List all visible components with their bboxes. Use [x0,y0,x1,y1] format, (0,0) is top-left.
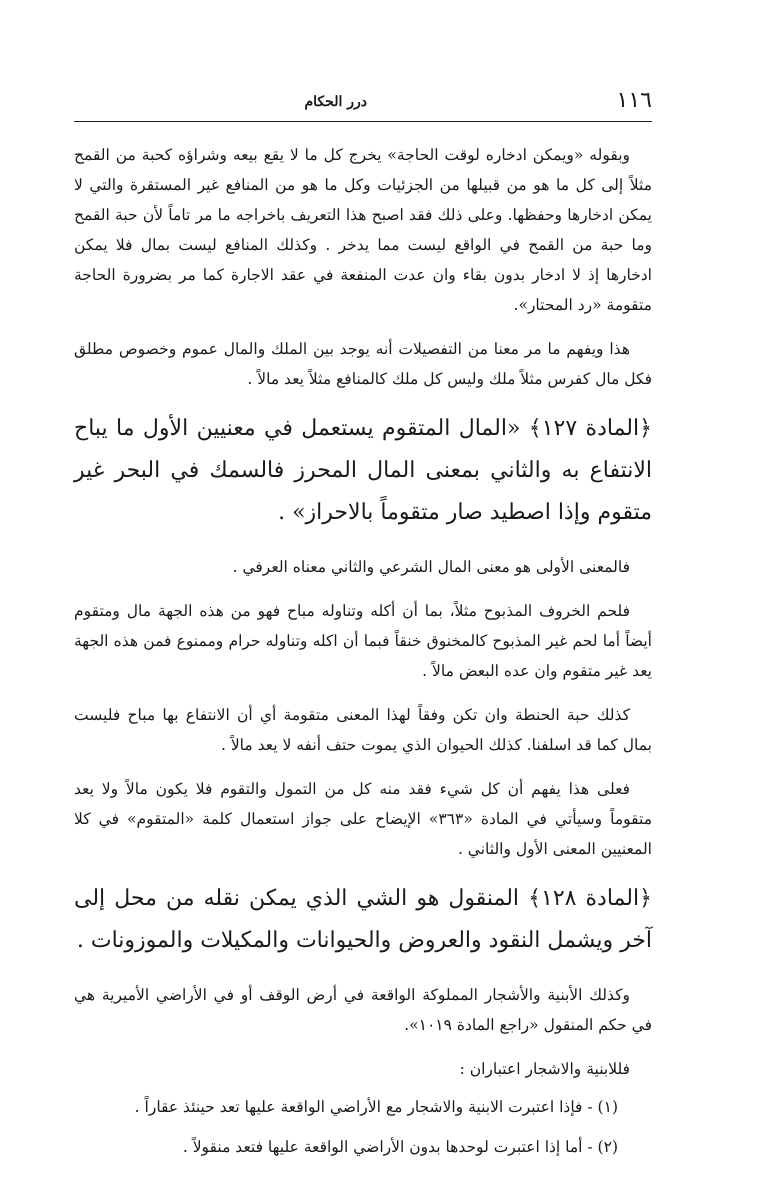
paragraph-127-meanings: فالمعنى الأولى هو معنى المال الشرعي والثاني معناه العرفي . [232,558,630,576]
paragraph-128-buildings: وكذلك الأبنية والأشجار المملوكة الواقعة في أرض الوقف أو في الأراضي الأميرية هي في حكم المنقول «راجع المادة ١٠١٩». [74,986,652,1034]
list-item: (٢) - أما إذا اعتبرت لوحدها بدون الأراضي الواقعة عليها فتعد منقولاً . [182,1138,618,1156]
running-title: درر الحكام [304,94,367,110]
paragraph-definition-exclusion: وبقوله «ويمكن ادخاره لوقت الحاجة» يخرج كل ما لا يقع بيعه وشراؤه كحبة من القمح مثلاً إلى كل ما هو من قبيلها من الجزئيات وكل ما هو من المنافع غير المستقرة والتي لا يمكن ادخارها وحفظها. وعلى ذلك فقد اصبح هذا التعريف باخراجه ما مر تاماً لأن حبة القمح وما حبة من القمح في الواقع ليست مما يدخر . وكذلك المنافع ليست بمال فلا يمكن ادخارها إذ لا ادخار بدون بقاء وان عدت المنفعة في عقد الاجارة كما مر بضرورة الحاجة متقومة «رد المحتار». [74,146,652,314]
article-128: ﴿المادة ١٢٨﴾ المنقول هو الشي الذي يمكن نقله من محل إلى آخر ويشمل النقود والعروض والحيوانات والمكيلات والموزونات . [74,886,652,953]
paragraph-127-meat-example: فلحم الخروف المذبوح مثلاً، بما أن أكله وتناوله مباح فهو من هذه الجهة مال ومتقوم أيضاً أما لحم غير المذبوح كالمخنوق خنقاً فبما أن اكله وتناوله حرام وممنوع فمن هذه الجهة يعد غير متقوم وان عده البعض مالاً . [74,602,652,680]
header-rule [74,121,652,122]
paragraph-127-conclusion: فعلى هذا يفهم أن كل شيء فقد منه كل من التمول والتقوم فلا يكون مالاً ولا يعد متقوماً وسيأتي في المادة «٣٦٣» الإيضاح على جواز استعمال كلمة «المتقوم» في كلا المعنيين المعنى الأول والثاني . [74,780,653,858]
paragraph-127-wheat-example: كذلك حبة الحنطة وان تكن وفقاً لهذا المعنى متقومة أي أن الانتفاع بها مباح فليست بمال كما قد اسلفنا. كذلك الحيوان الذي يموت حتف أنفه لا يعد مالاً . [74,706,652,754]
article-127: ﴿المادة ١٢٧﴾ «المال المتقوم يستعمل في معنيين الأول ما يباح الانتفاع به والثاني بمعنى المال المحرز فالسمك في البحر غير متقوم وإذا اصطيد صار متقوماً بالاحراز» . [74,416,652,525]
list-item: (١) - فإذا اعتبرت الابنية والاشجار مع الأراضي الواقعة عليها تعد حينئذ عقاراً . [134,1098,618,1116]
page-number: ١١٦ [616,88,652,113]
paragraph-property-vs-wealth: هذا ويفهم ما مر معنا من التفصيلات أنه يوجد بين الملك والمال عموم وخصوص مطلق فكل مال كفرس مثلاً ملك وليس كل ملك كالمنافع مثلاً يعد مالاً . [74,340,652,388]
paragraph-128-two-views: فللابنية والاشجار اعتباران : [459,1060,630,1078]
page-header [74,88,652,120]
page-body [74,140,652,1172]
